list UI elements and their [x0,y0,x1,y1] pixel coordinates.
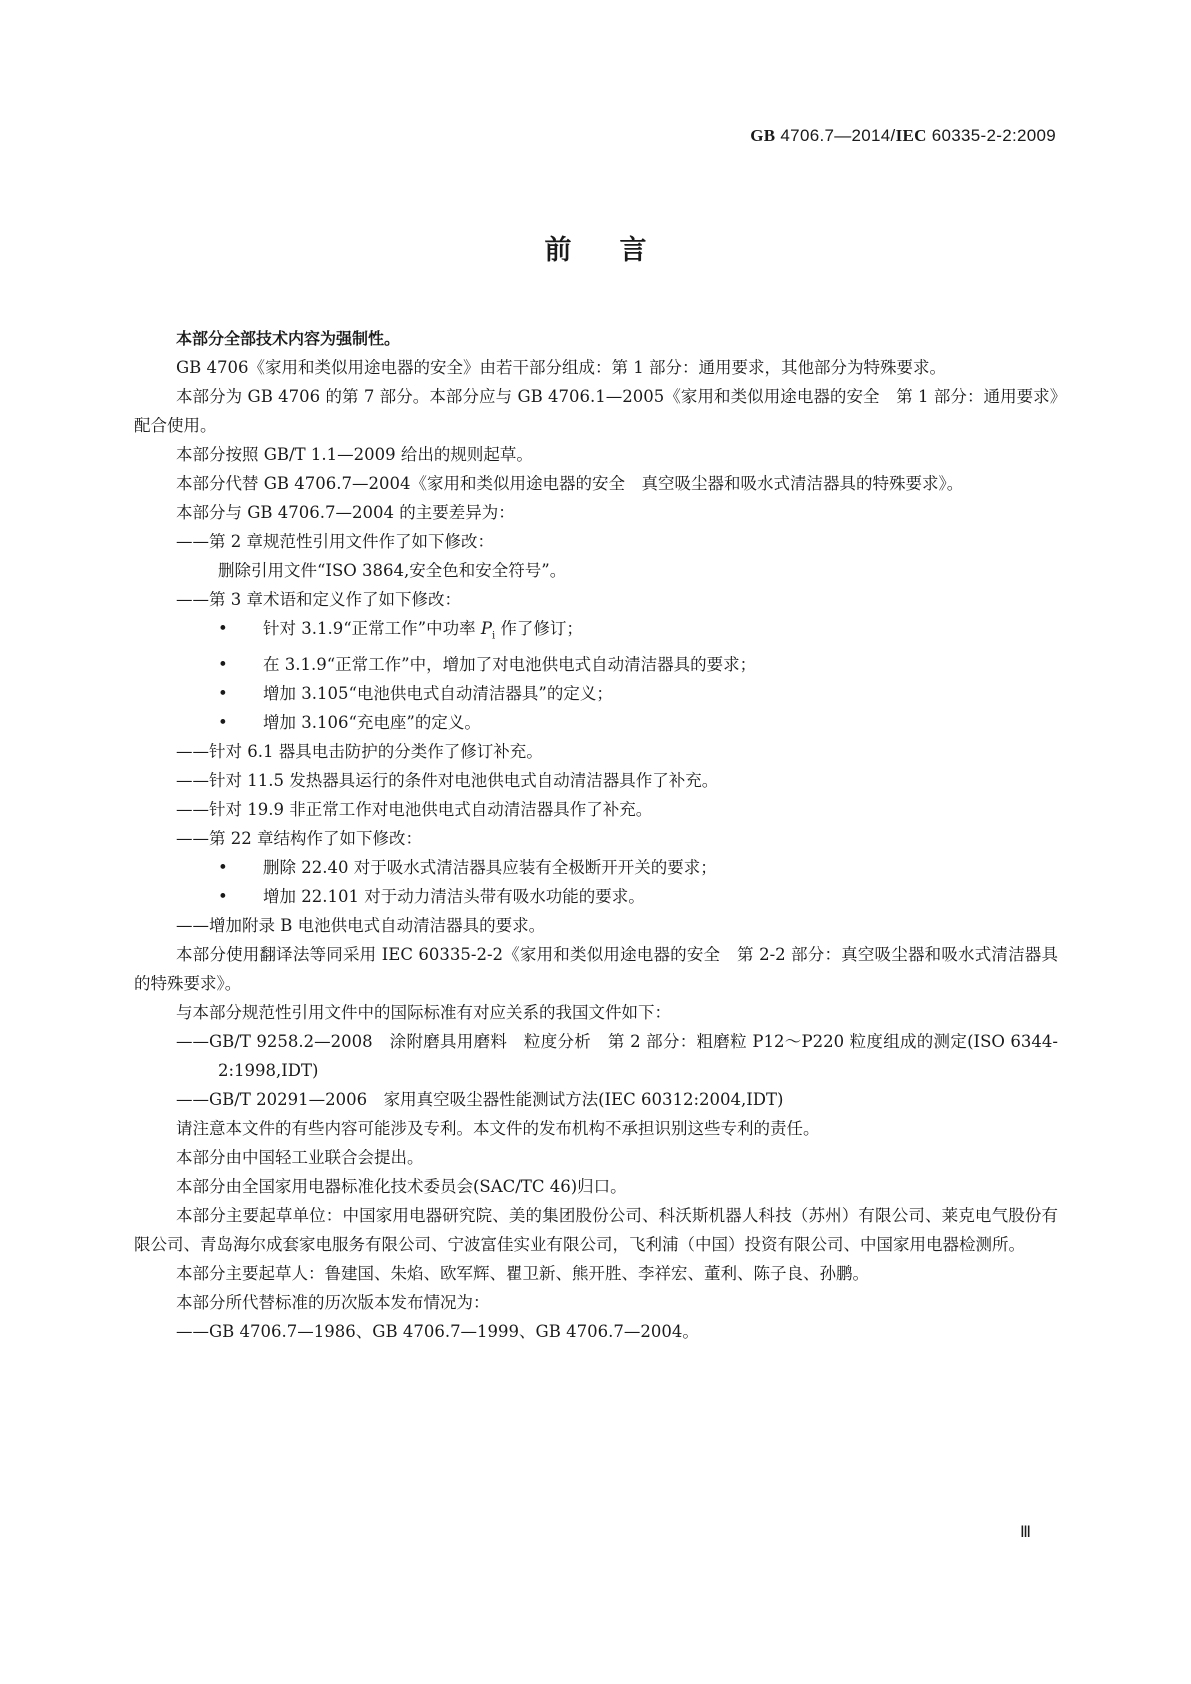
paragraph: 本部分由全国家用电器标准化技术委员会(SAC/TC 46)归口。 [176,1177,627,1197]
paragraph-mandatory: 本部分全部技术内容为强制性。 [176,329,401,348]
bullet-icon: • [218,713,228,733]
paragraph: 本部分为 GB 4706 的第 7 部分。本部分应与 GB 4706.1—2005《家用和类似用途电器的安全 第 1 部分：通用要求》配合使用。 [134,387,1058,435]
bullet-item: • 删除 22.40 对于吸水式清洁器具应装有全极断开开关的要求； [134,853,1058,882]
iec-number: 60335-2-2:2009 [926,126,1056,145]
dash-item: ——增加附录 B 电池供电式自动清洁器具的要求。 [176,916,546,936]
bullet-item: • 增加 3.105“电池供电式自动清洁器具”的定义； [134,679,1058,708]
iec-prefix: IEC [895,126,927,145]
paragraph: 与本部分规范性引用文件中的国际标准有对应关系的我国文件如下： [176,1003,671,1023]
dash-item: ——GB/T 9258.2—2008 涂附磨具用磨料 粒度分析 第 2 部分：粗磨粒 P12～P220 粒度组成的测定(ISO 6344-2:1998,IDT) [176,1032,1058,1081]
dash-item: ——针对 6.1 器具电击防护的分类作了修订补充。 [176,742,543,762]
bullet-icon: • [218,684,228,704]
paragraph: 请注意本文件的有些内容可能涉及专利。本文件的发布机构不承担识别这些专利的责任。 [176,1119,820,1139]
paragraph: 本部分与 GB 4706.7—2004 的主要差异为： [176,503,515,522]
power-symbol: P [480,619,492,638]
paragraph: GB 4706《家用和类似用途电器的安全》由若干部分组成：第 1 部分：通用要求，其他部分为特殊要求。 [176,358,947,377]
page-number: Ⅲ [1019,1524,1031,1541]
paragraph: 本部分代替 GB 4706.7—2004《家用和类似用途电器的安全 真空吸尘器和吸水式清洁器具的特殊要求》。 [176,474,964,493]
bullet-item: • 增加 3.106“充电座”的定义。 [134,708,1058,737]
dash-item-detail: 删除引用文件“ISO 3864,安全色和安全符号”。 [218,561,567,580]
dash-item: ——GB/T 20291—2006 家用真空吸尘器性能测试方法(IEC 60312:2004,IDT) [176,1090,784,1110]
paragraph: 本部分主要起草人：鲁建国、朱焰、欧军辉、瞿卫新、熊开胜、李祥宏、董利、陈子良、孙鹏。 [176,1264,869,1284]
paragraph: 本部分主要起草单位：中国家用电器研究院、美的集团股份公司、科沃斯机器人科技（苏州）有限公司、莱克电气股份有限公司、青岛海尔成套家电服务有限公司、宁波富佳实业有限公司，飞利浦（中国）投资有限公司、中国家用电器检测所。 [134,1206,1058,1255]
paragraph: 本部分由中国轻工业联合会提出。 [176,1148,424,1168]
page-title: 前言 [544,235,695,266]
bullet-item: • 增加 22.101 对于动力清洁头带有吸水功能的要求。 [134,882,1058,911]
paragraph: 本部分使用翻译法等同采用 IEC 60335-2-2《家用和类似用途电器的安全 第 2-2 部分：真空吸尘器和吸水式清洁器具的特殊要求》。 [134,945,1058,994]
paragraph: 本部分按照 GB/T 1.1—2009 给出的规则起草。 [176,445,533,464]
standard-number: 4706.7—2014/ [775,126,896,145]
foreword-body [134,324,1058,1346]
standard-prefix: GB [750,126,776,145]
dash-item: ——针对 11.5 发热器具运行的条件对电池供电式自动清洁器具作了补充。 [176,771,719,791]
bullet-icon: • [218,887,228,907]
bullet-icon: • [218,619,228,638]
dash-item: ——第 3 章术语和定义作了如下修改： [176,590,461,609]
bullet-item: • 在 3.1.9“正常工作”中，增加了对电池供电式自动清洁器具的要求； [134,650,1058,679]
dash-item: ——针对 19.9 非正常工作对电池供电式自动清洁器具作了补充。 [176,800,653,820]
dash-item: ——第 22 章结构作了如下修改： [176,829,422,849]
standard-number-header [750,126,1056,146]
dash-item: ——GB 4706.7—1986、GB 4706.7—1999、GB 4706.7—2004。 [176,1322,699,1342]
bullet-icon: • [218,655,228,675]
bullet-item: • 针对 3.1.9“正常工作”中功率 $P_i$ 作了修订； [134,614,1058,650]
bullet-icon: • [218,858,228,878]
dash-item: ——第 2 章规范性引用文件作了如下修改： [176,532,494,551]
paragraph: 本部分所代替标准的历次版本发布情况为： [176,1293,490,1313]
